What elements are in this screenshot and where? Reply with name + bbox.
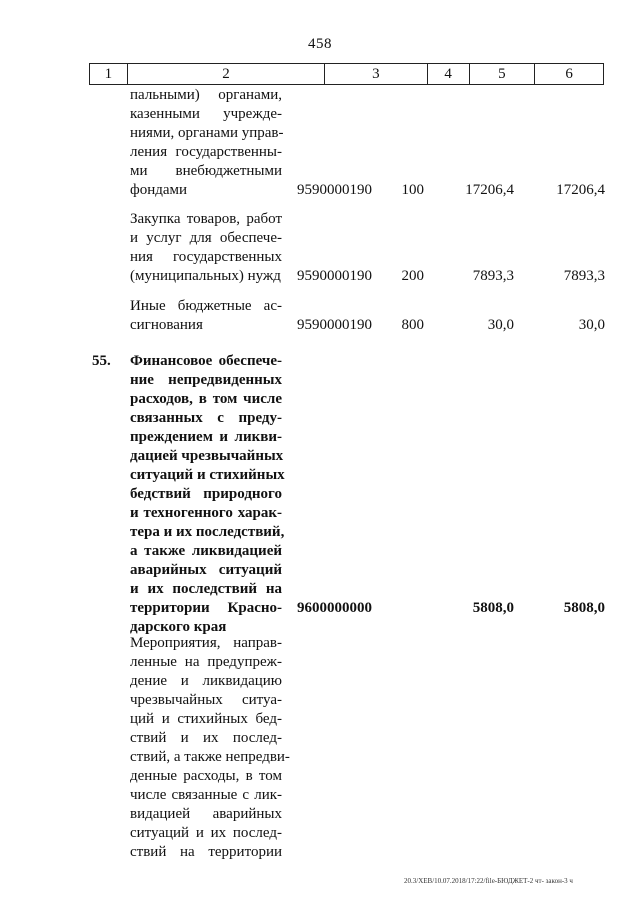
expense-type: 200 xyxy=(401,268,424,284)
description-line: денные расходы, в том xyxy=(130,768,282,784)
description-line: пальными) органами, xyxy=(130,87,282,103)
description-line: ниями, органами управ- xyxy=(130,125,284,141)
expense-type: 100 xyxy=(401,182,424,198)
description-line: и их последствий на xyxy=(130,581,282,597)
description-line: территории Красно- xyxy=(130,600,282,616)
description-line: и техногенного харак- xyxy=(130,505,282,521)
description-line: Иные бюджетные ас- xyxy=(130,298,282,314)
description-line: числе связанные с лик- xyxy=(130,787,282,803)
description-line: чрезвычайных ситуа- xyxy=(130,692,282,708)
row-description xyxy=(130,297,282,335)
description-line: дение и ликвидацию xyxy=(130,673,282,689)
target-code: 9590000190 xyxy=(297,182,372,198)
header-col-3: 3 xyxy=(325,64,428,84)
description-line: видацией аварийных xyxy=(130,806,282,822)
document-footer: 20.3/ХЕВ/10.07.2018/17:22/file-БЮДЖЕТ-2 чт- закон-3 ч xyxy=(404,877,573,885)
description-line: Закупка товаров, работ xyxy=(130,211,282,227)
description-line: преждением и ликви- xyxy=(130,429,282,445)
description-line: (муниципальных) нужд xyxy=(130,268,281,284)
header-col-5: 5 xyxy=(470,64,536,84)
description-line: ми внебюджетными xyxy=(130,163,282,179)
description-line: ситуаций и стихийных xyxy=(130,467,285,483)
description-line: и услуг для обеспече- xyxy=(130,230,282,246)
amount-col-5: 5808,0 xyxy=(472,600,514,616)
row-description xyxy=(130,634,290,862)
table-header-row xyxy=(89,63,604,85)
description-line: связанных с преду- xyxy=(130,410,282,426)
description-line: ние непредвиденных xyxy=(130,372,282,388)
description-line: а также ликвидацией xyxy=(130,543,282,559)
description-line: аварийных ситуаций xyxy=(130,562,282,578)
amount-col-6: 7893,3 xyxy=(563,268,605,284)
header-col-6: 6 xyxy=(565,66,573,82)
description-line: Мероприятия, направ- xyxy=(130,635,282,651)
page-number: 458 xyxy=(308,36,332,52)
row-description xyxy=(130,86,282,200)
description-line: Финансовое обеспече- xyxy=(130,353,282,369)
amount-col-6: 17206,4 xyxy=(556,182,605,198)
description-line: казенными учрежде- xyxy=(130,106,282,122)
description-line: ния государственных xyxy=(130,249,282,265)
header-col-4: 4 xyxy=(428,64,470,84)
header-col-2: 2 xyxy=(128,64,325,84)
target-code: 9600000000 xyxy=(297,600,372,616)
description-line: фондами xyxy=(130,182,188,198)
row-description xyxy=(130,352,285,637)
description-line: дацией чрезвычайных xyxy=(130,448,284,464)
target-code: 9590000190 xyxy=(297,317,372,333)
description-line: ленные на предупреж- xyxy=(130,654,282,670)
header-col-1: 1 xyxy=(90,64,128,84)
amount-col-5: 7893,3 xyxy=(472,268,514,284)
description-line: ствий и их послед- xyxy=(130,730,282,746)
amount-col-5: 30,0 xyxy=(487,317,514,333)
amount-col-6: 5808,0 xyxy=(563,600,605,616)
description-line: дарского края xyxy=(130,619,227,635)
description-line: ситуаций и их послед- xyxy=(130,825,282,841)
description-line: ций и стихийных бед- xyxy=(130,711,282,727)
description-line: расходов, в том числе xyxy=(130,391,282,407)
description-line: ствий на территории xyxy=(130,844,282,860)
amount-col-5: 17206,4 xyxy=(465,182,514,198)
target-code: 9590000190 xyxy=(297,268,372,284)
expense-type: 800 xyxy=(401,317,424,333)
description-line: тера и их последствий, xyxy=(130,524,285,540)
description-line: ствий, а также непредви- xyxy=(130,749,290,765)
item-number: 55. xyxy=(92,353,111,369)
row-description xyxy=(130,210,282,286)
description-line: бедствий природного xyxy=(130,486,282,502)
amount-col-6: 30,0 xyxy=(578,317,605,333)
description-line: сигнования xyxy=(130,317,203,333)
description-line: ления государственны- xyxy=(130,144,282,160)
